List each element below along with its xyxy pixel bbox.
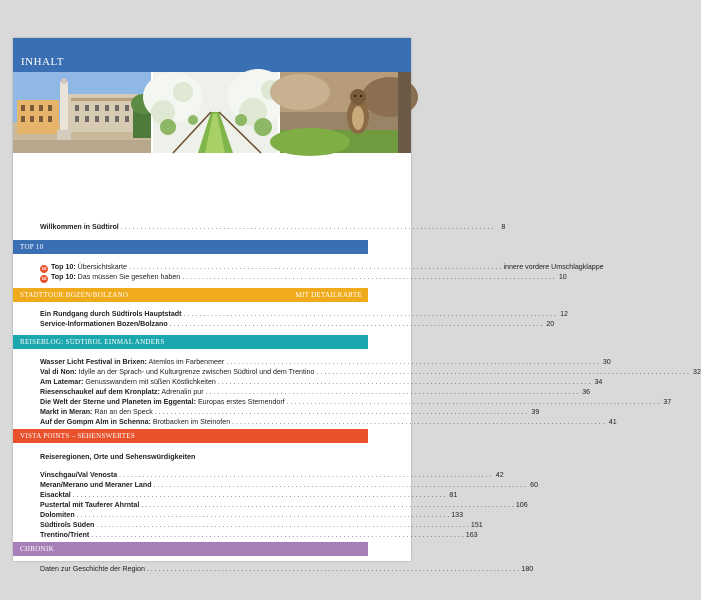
section-subhead: Reiseregionen, Orte und Sehenswürdigkeiten — [40, 452, 196, 461]
toc-entry[interactable]: Dolomiten . . . 133 — [40, 511, 377, 520]
header-band — [13, 38, 411, 72]
section-bar-stadttour: STADTTOUR BOZEN/BOLZANO MIT DETAILKARTE — [13, 288, 368, 302]
toc-entry[interactable]: Markt in Meran: Ran an den Speck . . . 39 — [40, 408, 377, 417]
toc-entry[interactable]: Vinschgau/Val Venosta . . . 42 — [40, 471, 377, 480]
toc-entry-intro[interactable]: Willkommen in Südtirol . . . 8 — [40, 223, 377, 232]
toc-entry[interactable]: Val di Non: Idylle an der Sprach- und Kulturgrenze zwischen Südtirol und dem Trentino . . . 32 — [40, 368, 377, 377]
toc-entry[interactable]: Südtirols Süden . . . 151 — [40, 521, 377, 530]
toc-entry[interactable]: Service-Informationen Bozen/Bolzano . . . 20 — [40, 320, 377, 329]
photo-strip — [13, 72, 411, 153]
section-bar-reiseblog: REISEBLOG: SÜDTIROL EINMAL ANDERS — [13, 335, 368, 349]
section-bar-chronik: CHRONIK — [13, 542, 368, 556]
toc-entry[interactable]: 10 Top 10: Übersichtskarte . . . innere vordere Umschlagklappe — [40, 263, 377, 272]
section-bar-vista: VISTA POINTS – SEHENSWERTES — [13, 429, 368, 443]
toc-page — [13, 38, 701, 573]
toc-entry[interactable]: Die Welt der Sterne und Planeten im Eggental: Europas erstes Sternendorf . . . 37 — [40, 398, 377, 407]
apple-orchard-photo — [153, 72, 278, 153]
toc-entry[interactable]: Meran/Merano und Meraner Land . . . 60 — [40, 481, 377, 490]
toc-entry[interactable]: Pustertal mit Tauferer Ahrntal . . . 106 — [40, 501, 377, 510]
page-title: INHALT — [21, 56, 64, 68]
top10-badge-icon: 10 — [41, 276, 47, 281]
toc-entry[interactable]: Auf der Gompm Alm in Schenna: Brotbacken im Steinofen . . . 41 — [40, 418, 377, 427]
toc-entry[interactable]: Trentino/Trient . . . 163 — [40, 531, 377, 540]
marmot-photo — [280, 72, 411, 153]
toc-entry[interactable]: Am Latemar: Genusswandern mit süßen Köstlichkeiten . . . 34 — [40, 378, 377, 387]
town-square-photo — [13, 72, 151, 153]
top10-badge-icon: 10 — [41, 266, 47, 271]
toc-entry[interactable]: Riesenschaukel auf dem Kronplatz: Adrenalin pur . . . 36 — [40, 388, 377, 397]
section-bar-top10: TOP 10 — [13, 240, 368, 254]
toc-entry[interactable]: Wasser Licht Festival in Brixen: Atemlos im Farbenmeer . . . 30 — [40, 358, 377, 367]
toc-entry[interactable]: Daten zur Geschichte der Region . . . 180 — [40, 565, 377, 574]
toc-entry[interactable]: Eisacktal . . . 81 — [40, 491, 377, 500]
toc-entry[interactable]: Ein Rundgang durch Südtirols Hauptstadt . . . 12 — [40, 310, 377, 319]
toc-entry[interactable]: 10 Top 10: Das müssen Sie gesehen haben . . . 10 — [40, 273, 377, 282]
